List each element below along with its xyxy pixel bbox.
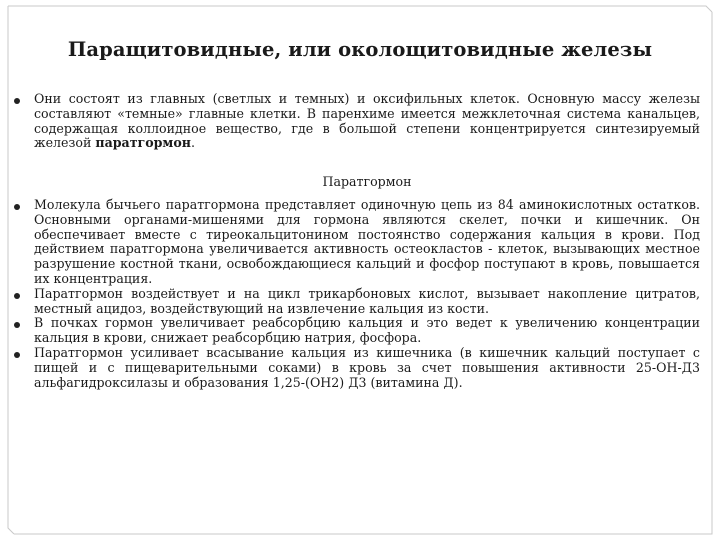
bullet-icon	[14, 322, 20, 328]
bullet-icon	[14, 204, 20, 210]
frame-top-edge	[8, 6, 712, 12]
list-item	[14, 346, 700, 390]
bullet-icon	[14, 352, 20, 358]
bullet-text: В почках гормон увеличивает реабсорбцию кальция и это ведет к увеличению концентрации кальция в крови, снижает реабсорбцию натрия, фосфора.	[34, 315, 700, 346]
section-subheading: Паратгормон	[322, 174, 412, 190]
intro-end: .	[191, 135, 196, 151]
intro-paragraph	[34, 92, 700, 151]
bullet-icon	[14, 293, 20, 299]
bullet-list	[14, 92, 700, 390]
list-item	[14, 287, 700, 317]
bullet-text: Паратгормон усиливает всасывание кальция из кишечника (в кишечник кальций поступает с пищей и с пищеварительными соками) в кровь за счет повышения активности 25-ОН-Д3 альфагидроксилазы и образования 1,25-(ОН2) Д3 (витамина Д).	[34, 344, 700, 390]
intro-text: Они состоят из главных (светлых и темных) и оксифильных клеток. Основную массу железы составляют «темные» главные клетки. В паренхиме имеется межклеточная система канальцев, содержащая коллоидное вещество, где в большой степени концентрируется синтезируемый железой	[34, 91, 700, 151]
list-item	[14, 198, 700, 287]
intro-term: паратгормон	[95, 135, 191, 151]
intro-bullet	[14, 92, 700, 151]
bullet-text: Молекула бычьего паратгормона представляет одиночную цепь из 84 аминокислотных остатков. Основными органами-мишенями для гормона являются скелет, почки и кишечник. Он обеспечивает вместе с тиреокальцитонином постоянство содержания кальция в крови. Под действием паратгормона увеличивается активность остеокластов - клеток, вызывающих местное разрушение костной ткани, освобождающиеся кальций и фосфор поступают в кровь, повышается их концентрация.	[34, 196, 700, 286]
list-item	[14, 316, 700, 346]
bullet-text: Паратгормон воздействует и на цикл трикарбоновых кислот, вызывает накопление цитратов, местный ацидоз, воздействующий на извлечение кальция из кости.	[34, 285, 700, 316]
bullet-icon	[14, 98, 20, 104]
slide-title: Паращитовидные, или околощитовидные железы	[67, 38, 653, 61]
